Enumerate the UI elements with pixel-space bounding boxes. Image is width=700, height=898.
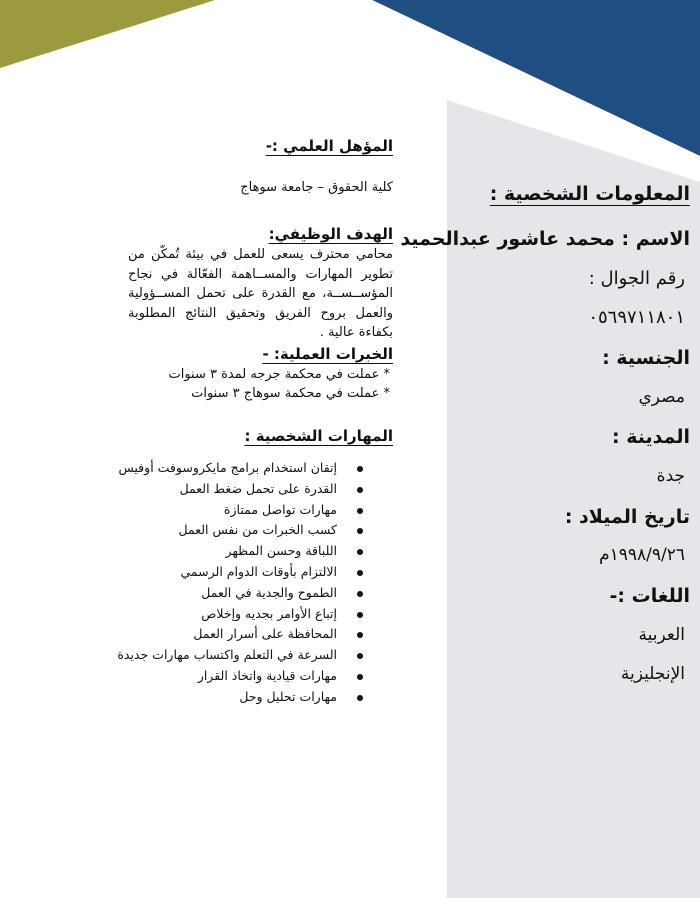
main-column bbox=[117, 0, 393, 898]
bullet-icon bbox=[357, 487, 363, 493]
skill-text: المحافظة على أسرار العمل bbox=[193, 626, 337, 642]
skill-item bbox=[117, 666, 363, 687]
skill-text: مهارات قيادية واتخاذ القرار bbox=[197, 667, 337, 683]
bullet-icon bbox=[357, 591, 363, 597]
skill-text: السرعة في التعلم واكتساب مهارات جديدة bbox=[117, 647, 337, 663]
skill-text: مهارات تحليل وحل bbox=[239, 688, 337, 704]
skill-item bbox=[117, 479, 363, 500]
personal-info-title: المعلومات الشخصية : bbox=[489, 183, 690, 205]
bullet-icon bbox=[357, 466, 363, 472]
bullet-icon bbox=[357, 653, 363, 659]
bullet-icon bbox=[357, 528, 363, 534]
skill-item bbox=[117, 458, 363, 479]
skills-heading: المهارات الشخصية : bbox=[244, 427, 393, 445]
skill-text: الالتزام بأوقات الدوام الرسمي bbox=[180, 563, 337, 579]
skill-text: كسب الخبرات من نفس العمل bbox=[178, 522, 337, 538]
languages-label: اللغات :- bbox=[609, 585, 690, 607]
qualification-text: كلية الحقوق – جامعة سوهاج bbox=[240, 180, 393, 195]
skill-text: إتقان استخدام برامج مايكروسوفت أوفيس bbox=[118, 460, 337, 475]
mobile-label: رقم الجوال : bbox=[588, 268, 685, 289]
skill-item bbox=[117, 500, 363, 521]
name-line: الاسم : محمد عاشور عبدالحميد bbox=[400, 228, 690, 250]
bullet-icon bbox=[357, 549, 363, 555]
birth-value: ١٩٩٨/٩/٢٦م bbox=[599, 545, 685, 565]
bullet-icon bbox=[357, 674, 363, 680]
skill-text: إتباع الأوامر بجديه وإخلاص bbox=[201, 605, 337, 621]
skill-text: اللباقة وحسن المظهر bbox=[225, 543, 337, 559]
bullet-icon bbox=[357, 570, 363, 576]
skill-item bbox=[117, 604, 363, 625]
bullet-icon bbox=[357, 632, 363, 638]
personal-info-column bbox=[400, 0, 690, 898]
experience-heading: الخبرات العملية: - bbox=[262, 345, 393, 363]
skill-text: القدرة على تحمل ضغط العمل bbox=[179, 480, 337, 496]
language-item: العربية bbox=[638, 625, 685, 645]
skill-item bbox=[117, 520, 363, 541]
bullet-icon bbox=[357, 612, 363, 618]
mobile-value: ٠٥٦٩٧١١٨٠١ bbox=[588, 307, 685, 328]
language-item: الإنجليزية bbox=[620, 664, 685, 684]
experience-item: * عملت في محكمة جرجه لمدة ٣ سنوات bbox=[168, 367, 390, 382]
skill-text: مهارات تواصل ممتازة bbox=[223, 501, 337, 517]
objective-text: محامي محترف يسعى للعمل في بيئة تُمكّن من تطوير المهارات والمســاهمة الفعّالة في نجاح المؤســســة، مع القدرة على تحمل المســؤولية والعمل بروح الفريق وتحقيق النتائج المطلوبة بكفاءة عالية . bbox=[128, 247, 393, 340]
skill-item bbox=[117, 645, 363, 666]
nationality-value: مصري bbox=[638, 387, 685, 407]
skill-item bbox=[117, 541, 363, 562]
skill-item bbox=[117, 624, 363, 645]
city-value: جدة bbox=[656, 466, 685, 486]
birth-label: تاريخ الميلاد : bbox=[564, 506, 690, 528]
skill-text: الطموح والجدية في العمل bbox=[201, 584, 337, 600]
bullet-icon bbox=[357, 695, 363, 701]
bullet-icon bbox=[357, 508, 363, 514]
objective-heading: الهدف الوظيفي: bbox=[268, 225, 393, 243]
experience-item: * عملت في محكمة سوهاج ٣ سنوات bbox=[191, 386, 390, 401]
qualification-heading: المؤهل العلمي :- bbox=[265, 137, 393, 155]
nationality-label: الجنسية : bbox=[602, 347, 690, 369]
city-label: المدينة : bbox=[612, 426, 690, 448]
skills-list bbox=[117, 458, 363, 708]
skill-item bbox=[117, 562, 363, 583]
skill-item bbox=[117, 687, 363, 708]
skill-item bbox=[117, 583, 363, 604]
